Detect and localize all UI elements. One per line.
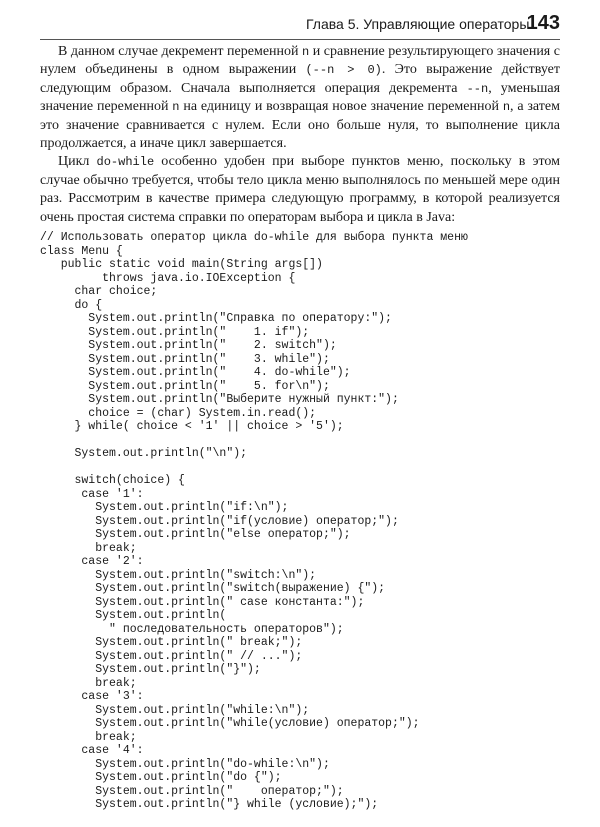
paragraph-decrement bbox=[40, 43, 560, 153]
inline-code: n bbox=[502, 100, 511, 115]
code-line: System.out.println("\n"); bbox=[40, 447, 248, 460]
code-line: case '1': bbox=[40, 487, 144, 501]
code-line: System.out.println("if:\n"); bbox=[40, 501, 289, 514]
text-run: . Это выражение действует следующим образом. Сначала выполняется операция декремента bbox=[40, 62, 561, 96]
code-line: case '4': bbox=[40, 744, 144, 757]
code-listing bbox=[40, 231, 570, 812]
code-line: System.out.println("} while (условие);"); bbox=[40, 798, 379, 811]
page-number: 143 bbox=[526, 12, 560, 34]
code-line: System.out.println(" 1. if"); bbox=[40, 325, 310, 339]
code-line: System.out.println(" case константа:"); bbox=[40, 595, 365, 609]
code-line: } while( choice < '1' || choice > '5'); bbox=[40, 420, 344, 433]
code-line: break; bbox=[40, 541, 137, 555]
code-line: System.out.println(" 3. while"); bbox=[40, 352, 330, 366]
code-line: class Menu { bbox=[40, 244, 123, 258]
code-line: // Использовать оператор цикла do-while для выбора пункта меню bbox=[40, 231, 468, 244]
code-line: System.out.println("if(условие) оператор;"); bbox=[40, 514, 399, 528]
code-line: System.out.println(" break;"); bbox=[40, 636, 303, 649]
code-line: char choice; bbox=[40, 285, 158, 298]
code-line: break; bbox=[40, 730, 137, 744]
inline-code: (--n > 0) bbox=[305, 63, 382, 78]
code-line: System.out.println("switch:\n"); bbox=[40, 568, 317, 582]
code-line: System.out.println("Справка по оператору:"); bbox=[40, 312, 392, 325]
page-header bbox=[306, 12, 560, 38]
code-line: case '3': bbox=[40, 690, 144, 703]
text-run: В данном случае декремент переменной bbox=[58, 44, 303, 59]
text-run: Цикл bbox=[58, 154, 97, 170]
code-line bbox=[40, 434, 570, 448]
text-run: , а затем это значение сравнивается с нулем. Если оно больше нуля, то выполнение цикла продолжается, а иначе цикл завершается. bbox=[40, 99, 560, 152]
code-line: switch(choice) { bbox=[40, 474, 185, 487]
code-line: System.out.println("}"); bbox=[40, 663, 261, 676]
text-run: , уменьшая значение переменной bbox=[40, 80, 561, 115]
code-line: System.out.println("while(условие) оператор;"); bbox=[40, 717, 420, 730]
code-line: System.out.println("else оператор;"); bbox=[40, 528, 351, 541]
code-line: " последовательность операторов"); bbox=[40, 622, 344, 636]
code-line: System.out.println("do-while:\n"); bbox=[40, 757, 330, 771]
code-line: break; bbox=[40, 676, 137, 690]
code-line bbox=[40, 461, 570, 475]
code-line: System.out.println(" 4. do-while"); bbox=[40, 366, 351, 379]
chapter-title: Глава 5. Управляющие операторы bbox=[306, 16, 530, 32]
paragraph-do-while bbox=[40, 153, 560, 227]
inline-code: --n bbox=[466, 81, 489, 96]
code-line: case '2': bbox=[40, 555, 144, 568]
code-line: choice = (char) System.in.read(); bbox=[40, 406, 317, 420]
code-line: System.out.println( bbox=[40, 609, 227, 622]
code-line: do { bbox=[40, 298, 103, 312]
text-run: и сравнение результирующего значения с нулем объединены в одном выражении bbox=[40, 44, 560, 78]
text-run: на единицу и возвращая новое значение переменной bbox=[179, 99, 503, 115]
code-line: System.out.println(" оператор;"); bbox=[40, 784, 344, 798]
code-line: System.out.println("while:\n"); bbox=[40, 703, 310, 717]
code-line: System.out.println("do {"); bbox=[40, 771, 282, 784]
code-line: System.out.println(" 2. switch"); bbox=[40, 339, 337, 352]
code-line: System.out.println("switch(выражение) {"); bbox=[40, 582, 386, 595]
code-line: System.out.println("Выберите нужный пункт:"); bbox=[40, 393, 399, 406]
inline-code: do-while bbox=[96, 155, 155, 170]
inline-code: n bbox=[302, 45, 310, 59]
header-rule bbox=[40, 39, 560, 40]
code-line: System.out.println(" // ..."); bbox=[40, 649, 303, 663]
body-text bbox=[40, 43, 560, 227]
inline-code: n bbox=[172, 100, 180, 115]
code-line: public static void main(String args[]) bbox=[40, 258, 323, 271]
code-line: System.out.println(" 5. for\n"); bbox=[40, 379, 330, 393]
text-run: особенно удобен при выборе пунктов меню, поскольку в этом случае обычно требуется, чтобы тело цикла меню выполнялось по меньшей мере один раз. Рассмотрим в качестве примера следующую программу, в которой реализуется очень простая система справки по операторам выбора и цикла в Java: bbox=[40, 154, 560, 225]
code-line: throws java.io.IOException { bbox=[40, 271, 296, 285]
